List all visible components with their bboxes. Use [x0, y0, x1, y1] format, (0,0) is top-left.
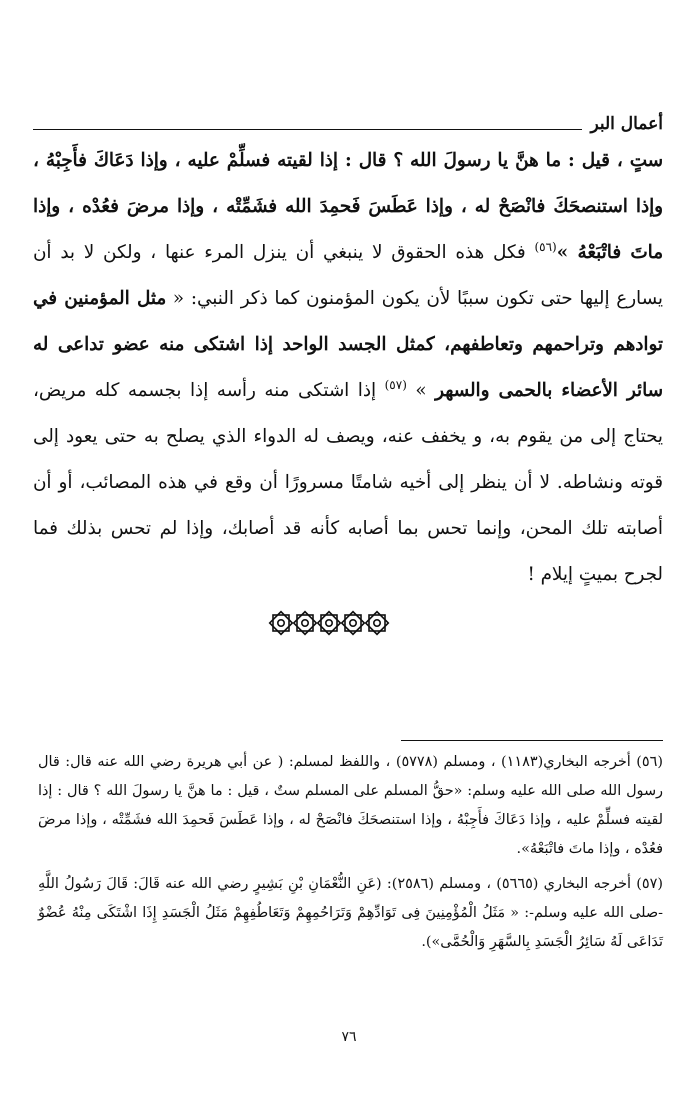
- main-paragraph: [33, 138, 663, 598]
- page-number: ٧٦: [341, 1029, 357, 1045]
- star-ornament-icon: [268, 608, 390, 638]
- footnote-ref-57[interactable]: (٥٧): [384, 377, 407, 392]
- running-header: [33, 103, 663, 133]
- header-rule: [33, 129, 582, 130]
- footnotes: [38, 748, 663, 963]
- quote-close: »: [406, 380, 436, 401]
- footnote-57: (٥٧) أخرجه البخاري (٥٦٦٥) ، ومسلم (٢٥٨٦): (عَنِ النُّعْمَانِ بْنِ بَشِيرٍ رضي الله عنه قَالَ: قَالَ رَسُولُ اللَّهِ -صلى الله عليه وسلم-: « مَثَلُ الْمُؤْمِنِينَ فِى تَوَادِّهِمْ وَتَرَاحُمِهِمْ وَتَعَاطُفِهِمْ مَثَلُ الْجَسَدِ إِذَا اشْتَكَى مِنْهُ عُضْوٌ تَدَاعَى لَهُ سَائِرُ الْجَسَدِ بِالسَّهَرِ وَالْحُمَّى»).: [38, 876, 664, 950]
- footnote-separator: [401, 740, 663, 741]
- body-text-3: إذا اشتكى منه رأسه إذا بجسمه كله مريض، يحتاج إلى من يقوم به، و يخفف عنه، ويصف له الدواء الذي يصلح به حتى يعود إلى قوته ونشاطه. لا أن ينظر إلى أخيه شامتًا مسرورًا أن وقع في هذه المصائب، أو أن أصابته تلك المحن، وإنما تحس بما أصابه كأنه قد أصابك، وإذا لم تحس بذلك فما لجرح بميتٍ إيلام !: [33, 380, 663, 585]
- footnote-ref-56[interactable]: (٥٦): [534, 239, 557, 254]
- footnote-56: (٥٦) أخرجه البخاري(١١٨٣) ، ومسلم (٥٧٧٨) ، واللفظ لمسلم: ( عن أبي هريرة رضي الله عنه قال: قال رسول الله صلى الله عليه وسلم: «حقُّ المسلم على المسلم ستٌ ، قيل : ما هنَّ يا رسولَ الله ؟ قال : إذا لقيته فسلِّمْ عليه ، وإذا دَعَاكَ فأَجِبْهُ ، وإذا استنصحَكَ فانْصَحْ له ، وإذا عَطَسَ فَحمِدَ الله فشَمِّتْه ، وإذا مرضَ فعُدْه ، وإذا ماتَ فاتْبَعْهُ».: [38, 754, 664, 857]
- body-text-2: فكل هذه الحقوق لا ينبغي أن ينزل المرء عنها ، ولكن لا بد أن يسارع إليها حتى تكون سببًا لأن يكون المؤمنون كما ذكر النبي: «: [33, 242, 663, 309]
- hadith-text-1: ستٍ ، قيل : ما هنَّ يا رسولَ الله ؟ قال : إذا لقيته فسلِّمْ عليه ، وإذا دَعَاكَ فأَجِبْهُ ، وإذا استنصحَكَ فانْصَحْ له ، وإذا عَطَسَ فَحمِدَ الله فشَمِّتْه ، وإذا مرضَ فعُدْه ، وإذا ماتَ فاتْبَعْهُ »: [33, 150, 663, 263]
- hadith-text-2: مثل المؤمنين في توادهم وتراحمهم وتعاطفهم، كمثل الجسد الواحد إذا اشتكى منه عضو تداعى له سائر الأعضاء بالحمى والسهر: [33, 288, 664, 401]
- running-title: أعمال البر: [590, 114, 663, 134]
